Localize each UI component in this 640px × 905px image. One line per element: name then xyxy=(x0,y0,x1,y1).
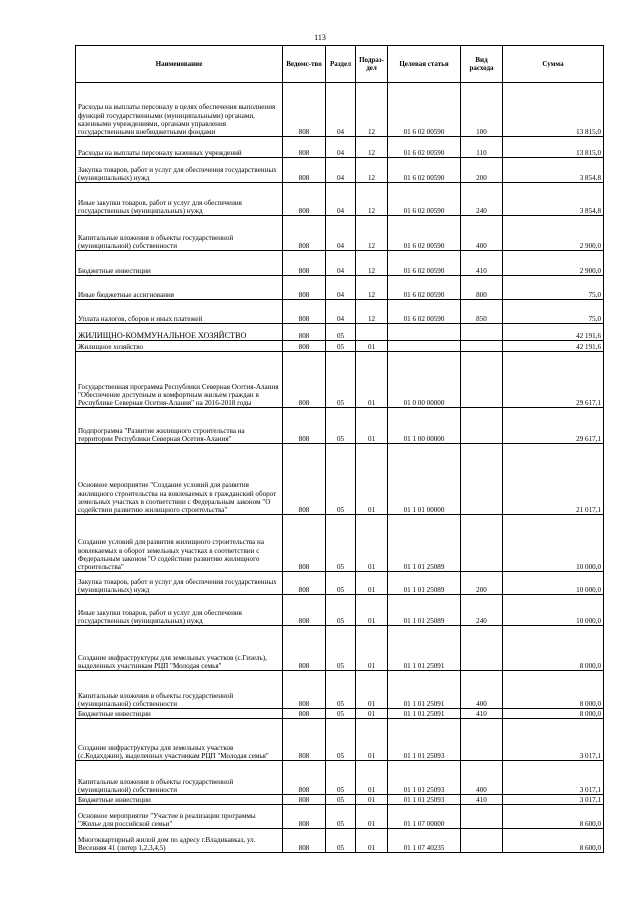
header-podrazdel: Подраз-дел xyxy=(356,46,388,83)
row-sum: 29 617,1 xyxy=(503,352,604,408)
row-vid xyxy=(461,408,503,444)
row-target: 01 6 02 00590 xyxy=(388,216,461,251)
row-target: 01 0 00 00000 xyxy=(388,352,461,408)
row-name: Расходы на выплаты персоналу казенных учреждений xyxy=(76,137,283,158)
row-razdel: 04 xyxy=(326,300,356,324)
row-ved: 808 xyxy=(283,719,326,761)
row-sum: 42 191,6 xyxy=(503,341,604,352)
row-name: Основное мероприятие "Создание условий для развития жилищного строительства на вовлекаемых в гражданский оборот земельных участках в соответствии с Федеральным законом "О содействии развитию жилищного строительства" xyxy=(76,444,283,515)
row-podrazdel: 01 xyxy=(356,595,388,626)
row-sum: 8 600,0 xyxy=(503,829,604,853)
row-podrazdel: 01 xyxy=(356,572,388,595)
row-sum: 2 900,0 xyxy=(503,216,604,251)
table-row xyxy=(76,276,604,300)
table-row xyxy=(76,595,604,626)
row-podrazdel: 01 xyxy=(356,761,388,795)
row-sum: 42 191,6 xyxy=(503,324,604,341)
row-ved: 808 xyxy=(283,408,326,444)
header-target: Целевая статья xyxy=(388,46,461,83)
row-name: Расходы на выплаты персоналу в целях обеспечения выполнения функций государственными (муниципальными) органами, казенными учреждениями, органами управления государственными внебюджетными фондами xyxy=(76,83,283,137)
row-vid: 110 xyxy=(461,137,503,158)
row-name: Государственная программа Республики Северная Осетия-Алания "Обеспечение доступным и комфортным жильем граждан в Республике Северная Осетия-Алания" на 2016-2018 годы xyxy=(76,352,283,408)
row-ved: 808 xyxy=(283,515,326,572)
row-target: 01 1 01 25089 xyxy=(388,515,461,572)
row-razdel: 05 xyxy=(326,709,356,719)
table-row xyxy=(76,671,604,709)
row-razdel: 05 xyxy=(326,515,356,572)
row-name: Бюджетные инвестиции xyxy=(76,251,283,276)
row-name: Создание условий для развития жилищного строительства на вовлекаемых в оборот земельных участках в соответствии с Федеральным законом "О содействии развитию жилищного строительства" xyxy=(76,515,283,572)
row-razdel: 05 xyxy=(326,352,356,408)
row-sum: 75,0 xyxy=(503,300,604,324)
row-ved: 808 xyxy=(283,444,326,515)
row-target: 01 1 00 00000 xyxy=(388,408,461,444)
row-ved: 808 xyxy=(283,805,326,829)
row-razdel: 04 xyxy=(326,183,356,216)
row-vid xyxy=(461,324,503,341)
row-sum: 3 854,8 xyxy=(503,158,604,183)
row-podrazdel: 12 xyxy=(356,276,388,300)
row-podrazdel: 01 xyxy=(356,341,388,352)
row-ved: 808 xyxy=(283,216,326,251)
table-row xyxy=(76,216,604,251)
row-ved: 808 xyxy=(283,158,326,183)
row-target: 01 1 01 25089 xyxy=(388,595,461,626)
row-ved: 808 xyxy=(283,300,326,324)
row-vid xyxy=(461,805,503,829)
row-vid: 240 xyxy=(461,595,503,626)
row-razdel: 05 xyxy=(326,805,356,829)
table-row xyxy=(76,352,604,408)
row-target: 01 6 02 00590 xyxy=(388,137,461,158)
row-razdel: 05 xyxy=(326,595,356,626)
row-razdel: 05 xyxy=(326,829,356,853)
row-name: Бюджетные инвестиции xyxy=(76,795,283,805)
row-target: 01 6 02 00590 xyxy=(388,276,461,300)
row-podrazdel: 12 xyxy=(356,158,388,183)
row-target: 01 1 01 00000 xyxy=(388,444,461,515)
table-row xyxy=(76,626,604,671)
header-vedomstvo: Ведомс-тво xyxy=(283,46,326,83)
row-target: 01 6 02 00590 xyxy=(388,251,461,276)
table-row xyxy=(76,572,604,595)
row-name: Иные закупки товаров, работ и услуг для обеспечения государственных (муниципальных) нужд xyxy=(76,595,283,626)
row-name: Создание инфраструктуры для земельных участков (с.Кодахджин), выделенных участникам РЦП "Молодая семья" xyxy=(76,719,283,761)
row-razdel: 05 xyxy=(326,324,356,341)
header-razdel: Раздел xyxy=(326,46,356,83)
row-name: Бюджетные инвестиции xyxy=(76,709,283,719)
row-target: 01 1 01 25091 xyxy=(388,709,461,719)
row-ved: 808 xyxy=(283,795,326,805)
row-razdel: 04 xyxy=(326,276,356,300)
row-ved: 808 xyxy=(283,251,326,276)
row-razdel: 04 xyxy=(326,137,356,158)
row-podrazdel: 01 xyxy=(356,626,388,671)
row-target xyxy=(388,341,461,352)
table-row xyxy=(76,795,604,805)
row-sum: 8 000,0 xyxy=(503,626,604,671)
row-podrazdel: 12 xyxy=(356,216,388,251)
row-sum: 13 815,0 xyxy=(503,83,604,137)
table-row xyxy=(76,341,604,352)
row-ved: 808 xyxy=(283,572,326,595)
header-vid: Вид расхода xyxy=(461,46,503,83)
row-vid: 240 xyxy=(461,183,503,216)
row-razdel: 05 xyxy=(326,572,356,595)
header-name: Наименование xyxy=(76,46,283,83)
row-sum: 3 854,8 xyxy=(503,183,604,216)
row-name: Иные бюджетные ассигнования xyxy=(76,276,283,300)
row-name: ЖИЛИЩНО-КОММУНАЛЬНОЕ ХОЗЯЙСТВО xyxy=(76,324,283,341)
row-vid: 200 xyxy=(461,158,503,183)
row-sum: 3 017,1 xyxy=(503,761,604,795)
row-vid: 200 xyxy=(461,572,503,595)
row-ved: 808 xyxy=(283,341,326,352)
row-vid xyxy=(461,352,503,408)
table-row xyxy=(76,183,604,216)
row-razdel: 04 xyxy=(326,83,356,137)
row-ved: 808 xyxy=(283,183,326,216)
row-sum: 75,0 xyxy=(503,276,604,300)
row-target: 01 1 01 25091 xyxy=(388,626,461,671)
row-vid xyxy=(461,515,503,572)
row-ved: 808 xyxy=(283,671,326,709)
row-name: Закупка товаров, работ и услуг для обеспечения государственных (муниципальных) нужд xyxy=(76,158,283,183)
table-row xyxy=(76,709,604,719)
row-razdel: 05 xyxy=(326,626,356,671)
table-row xyxy=(76,324,604,341)
row-podrazdel: 01 xyxy=(356,719,388,761)
row-podrazdel: 01 xyxy=(356,444,388,515)
page-number: 113 xyxy=(314,33,326,42)
row-podrazdel: 12 xyxy=(356,183,388,216)
row-vid xyxy=(461,341,503,352)
row-podrazdel: 12 xyxy=(356,300,388,324)
row-podrazdel: 12 xyxy=(356,251,388,276)
row-podrazdel: 01 xyxy=(356,805,388,829)
row-podrazdel: 01 xyxy=(356,408,388,444)
table-row xyxy=(76,719,604,761)
row-target xyxy=(388,324,461,341)
table-row xyxy=(76,83,604,137)
row-razdel: 05 xyxy=(326,444,356,515)
row-sum: 21 017,1 xyxy=(503,444,604,515)
row-sum: 2 900,0 xyxy=(503,251,604,276)
row-sum: 10 000,0 xyxy=(503,515,604,572)
row-razdel: 05 xyxy=(326,408,356,444)
row-podrazdel: 01 xyxy=(356,829,388,853)
table-row xyxy=(76,300,604,324)
row-razdel: 05 xyxy=(326,795,356,805)
table-row xyxy=(76,829,604,853)
row-vid: 410 xyxy=(461,795,503,805)
row-target: 01 1 01 25093 xyxy=(388,795,461,805)
row-vid: 410 xyxy=(461,251,503,276)
row-target: 01 6 02 00590 xyxy=(388,83,461,137)
row-sum: 8 000,0 xyxy=(503,709,604,719)
row-vid: 100 xyxy=(461,83,503,137)
row-name: Иные закупки товаров, работ и услуг для обеспечения государственных (муниципальных) нужд xyxy=(76,183,283,216)
row-target: 01 6 02 00590 xyxy=(388,300,461,324)
row-sum: 8 600,0 xyxy=(503,805,604,829)
row-vid xyxy=(461,626,503,671)
row-ved: 808 xyxy=(283,352,326,408)
row-vid: 410 xyxy=(461,709,503,719)
row-razdel: 04 xyxy=(326,251,356,276)
table-row xyxy=(76,251,604,276)
row-ved: 808 xyxy=(283,83,326,137)
row-target: 01 6 02 00590 xyxy=(388,158,461,183)
row-ved: 808 xyxy=(283,626,326,671)
table-row xyxy=(76,805,604,829)
row-target: 01 1 07 00000 xyxy=(388,805,461,829)
row-razdel: 04 xyxy=(326,158,356,183)
table-header-row xyxy=(76,46,604,83)
row-target: 01 1 01 25089 xyxy=(388,572,461,595)
row-name: Подпрограмма "Развитие жилищного строительства на территории Республики Северная Осетия-Алания" xyxy=(76,408,283,444)
row-name: Создание инфраструктуры для земельных участков (с.Гизель), выделенных участникам РЦП "Молодая семья" xyxy=(76,626,283,671)
row-sum: 13 815,0 xyxy=(503,137,604,158)
row-vid: 800 xyxy=(461,276,503,300)
row-vid: 400 xyxy=(461,761,503,795)
row-vid xyxy=(461,719,503,761)
row-name: Многоквартирный жилой дом по адресу г.Владикавказ, ул. Весенняя 41 (литер 1,2,3,4,5) xyxy=(76,829,283,853)
row-target: 01 6 02 00590 xyxy=(388,183,461,216)
row-razdel: 04 xyxy=(326,216,356,251)
row-podrazdel: 12 xyxy=(356,83,388,137)
row-target: 01 1 07 40235 xyxy=(388,829,461,853)
row-razdel: 05 xyxy=(326,671,356,709)
row-target: 01 1 01 25091 xyxy=(388,671,461,709)
table-row xyxy=(76,158,604,183)
row-podrazdel: 12 xyxy=(356,137,388,158)
row-name: Основное мероприятие "Участие в реализации программы "Жилье для российской семьи" xyxy=(76,805,283,829)
row-podrazdel: 01 xyxy=(356,671,388,709)
row-razdel: 05 xyxy=(326,719,356,761)
row-razdel: 05 xyxy=(326,761,356,795)
row-sum: 10 000,0 xyxy=(503,572,604,595)
row-name: Капитальные вложения в объекты государственной (муниципальной) собственности xyxy=(76,761,283,795)
budget-table xyxy=(75,45,604,853)
row-ved: 808 xyxy=(283,595,326,626)
table-row xyxy=(76,515,604,572)
row-sum: 29 617,1 xyxy=(503,408,604,444)
row-sum: 3 017,1 xyxy=(503,719,604,761)
row-vid: 400 xyxy=(461,216,503,251)
row-ved: 808 xyxy=(283,137,326,158)
row-sum: 8 000,0 xyxy=(503,671,604,709)
row-ved: 808 xyxy=(283,761,326,795)
table-row xyxy=(76,137,604,158)
row-sum: 10 000,0 xyxy=(503,595,604,626)
row-podrazdel: 01 xyxy=(356,515,388,572)
row-vid xyxy=(461,829,503,853)
row-ved: 808 xyxy=(283,709,326,719)
row-vid: 850 xyxy=(461,300,503,324)
row-name: Капитальные вложения в объекты государственной (муниципальной) собственности xyxy=(76,671,283,709)
row-razdel: 05 xyxy=(326,341,356,352)
table-row xyxy=(76,408,604,444)
row-podrazdel: 01 xyxy=(356,352,388,408)
row-vid xyxy=(461,444,503,515)
row-target: 01 1 01 25093 xyxy=(388,761,461,795)
row-podrazdel xyxy=(356,324,388,341)
row-ved: 808 xyxy=(283,829,326,853)
row-vid: 400 xyxy=(461,671,503,709)
row-target: 01 1 01 25093 xyxy=(388,719,461,761)
row-name: Уплата налогов, сборов и иных платежей xyxy=(76,300,283,324)
header-sum: Сумма xyxy=(503,46,604,83)
row-name: Капитальные вложения в объекты государственной (муниципальной) собственности xyxy=(76,216,283,251)
row-ved: 808 xyxy=(283,324,326,341)
table-row xyxy=(76,444,604,515)
row-podrazdel: 01 xyxy=(356,795,388,805)
row-podrazdel: 01 xyxy=(356,709,388,719)
table-row xyxy=(76,761,604,795)
row-name: Жилищное хозяйство xyxy=(76,341,283,352)
row-sum: 3 017,1 xyxy=(503,795,604,805)
row-name: Закупка товаров, работ и услуг для обеспечения государственных (муниципальных) нужд xyxy=(76,572,283,595)
row-ved: 808 xyxy=(283,276,326,300)
